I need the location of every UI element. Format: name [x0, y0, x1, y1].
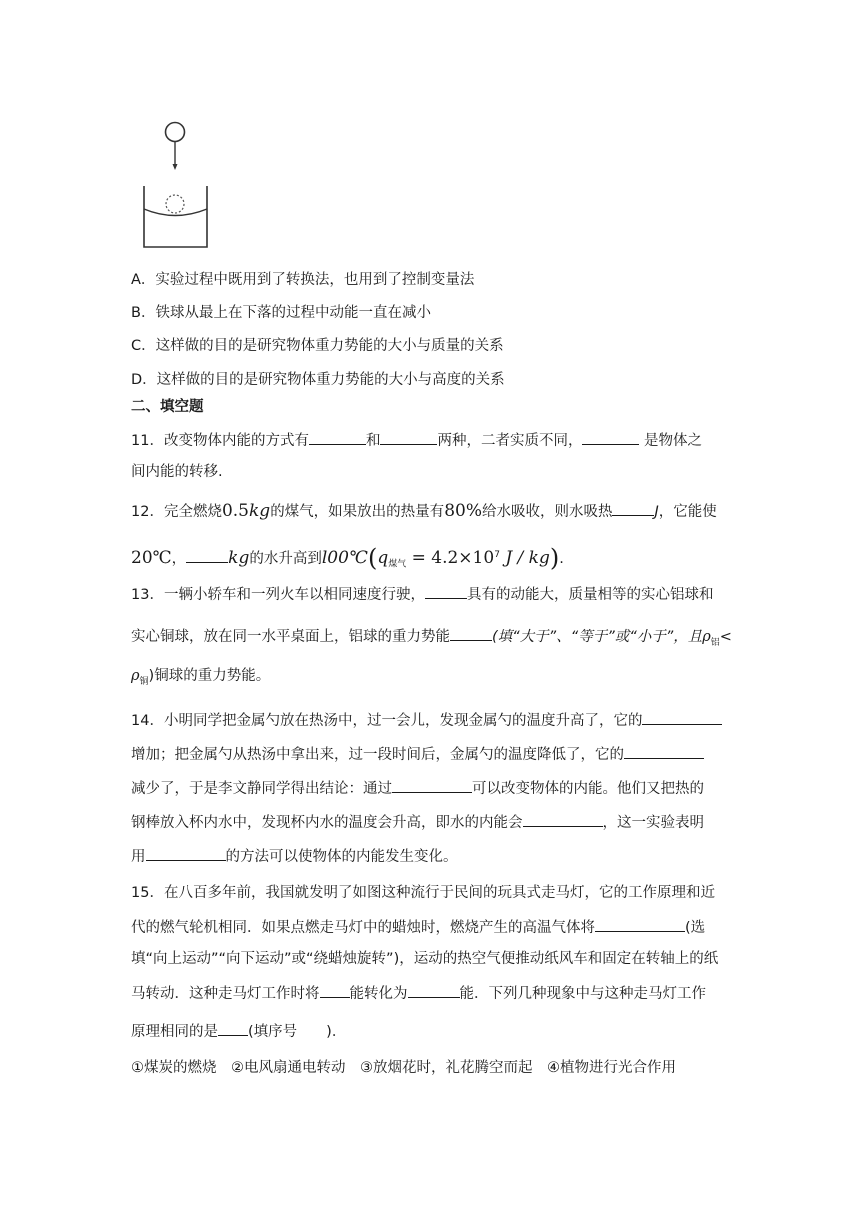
answer-blank[interactable] [218, 1020, 248, 1036]
section-title: 二、填空题 [131, 399, 204, 415]
question-14-line-1: 14．小明同学把金属勺放在热汤中，过一会儿，发现金属勺的温度升高了，它的 [131, 709, 733, 731]
question-12-line-1: 12．完全燃烧0.5kg的煤气，如果放出的热量有80%给水吸收，则水吸热 J，它能使 [131, 501, 717, 521]
ball-drop-figure [136, 112, 216, 252]
question-15-line-4: 马转动．这种走马灯工作时将 能转化为 能．下列几种现象中与这种走马灯工作 [131, 982, 733, 1004]
question-15-choices: ①煤炭的燃烧 ②电风扇通电转动 ③放烟花时，礼花腾空而起 ④植物进行光合作用 [131, 1060, 676, 1076]
question-13-line-1: 13．一辆小轿车和一列火车以相同速度行驶， 具有的动能大，质量相等的实心铝球和 [131, 583, 733, 605]
question-15-line-5: 原理相同的是 (填序号 )． [131, 1020, 733, 1042]
question-13-line-3: $\rho_铜$)铜球的重力势能。 [131, 668, 271, 687]
question-11-line-1: 11．改变物体内能的方式有 和 两种，二者实质不同， 是物体之 [131, 429, 733, 451]
answer-blank[interactable] [186, 547, 228, 563]
answer-blank[interactable] [408, 982, 460, 998]
question-14-line-2: 增加；把金属勺从热汤中拿出来，过一段时间后，金属勺的温度降低了，它的 [131, 743, 733, 765]
answer-blank[interactable] [523, 811, 603, 827]
option-d: D．这样做的目的是研究物体重力势能的大小与高度的关系 [131, 372, 505, 388]
question-14-line-3: 减少了，于是李文静同学得出结论：通过 可以改变物体的内能。他们又把热的 [131, 777, 733, 799]
answer-blank[interactable] [595, 916, 685, 932]
answer-blank[interactable] [450, 625, 492, 641]
question-14-line-5: 用 的方法可以使物体的内能发生变化。 [131, 845, 733, 867]
answer-blank[interactable] [380, 429, 437, 445]
option-a: A．实验过程中既用到了转换法，也用到了控制变量法 [131, 272, 475, 288]
answer-blank[interactable] [624, 743, 704, 759]
answer-blank[interactable] [642, 709, 722, 725]
question-15-line-2: 代的燃气轮机相同．如果点燃走马灯中的蜡烛时，燃烧产生的高温气体将 (选 [131, 916, 733, 938]
question-15-line-3: 填“向上运动”“向下运动”或“绕蜡烛旋转”)，运动的热空气便推动纸风车和固定在转轴上的纸 [131, 951, 719, 967]
question-15-line-1: 15．在八百多年前，我国就发明了如图这种流行于民间的玩具式走马灯，它的工作原理和近 [131, 885, 715, 901]
option-b: B．铁球从最上在下落的过程中动能一直在减小 [131, 305, 431, 321]
answer-blank[interactable] [392, 777, 472, 793]
question-11-line-2: 间内能的转移. [131, 464, 223, 480]
answer-blank[interactable] [320, 982, 350, 998]
question-13-line-2: 实心铜球，放在同一水平桌面上，铝球的重力势能 (填“大于”、“等于”或“小于”，且$\rho_铝<$ [131, 625, 733, 653]
answer-blank[interactable] [582, 429, 639, 445]
answer-blank[interactable] [309, 429, 366, 445]
answer-blank[interactable] [612, 500, 654, 516]
answer-blank[interactable] [146, 845, 226, 861]
question-12-line-2: 20℃， kg的水升高到$l00℃(q_{煤气} = 4.2\times 10^7$ J / kg). [131, 543, 564, 572]
answer-blank[interactable] [425, 583, 467, 599]
option-c: C．这样做的目的是研究物体重力势能的大小与质量的关系 [131, 338, 504, 354]
question-14-line-4: 钢棒放入杯内水中，发现杯内水的温度会升高，即水的内能会 ，这一实验表明 [131, 811, 733, 833]
